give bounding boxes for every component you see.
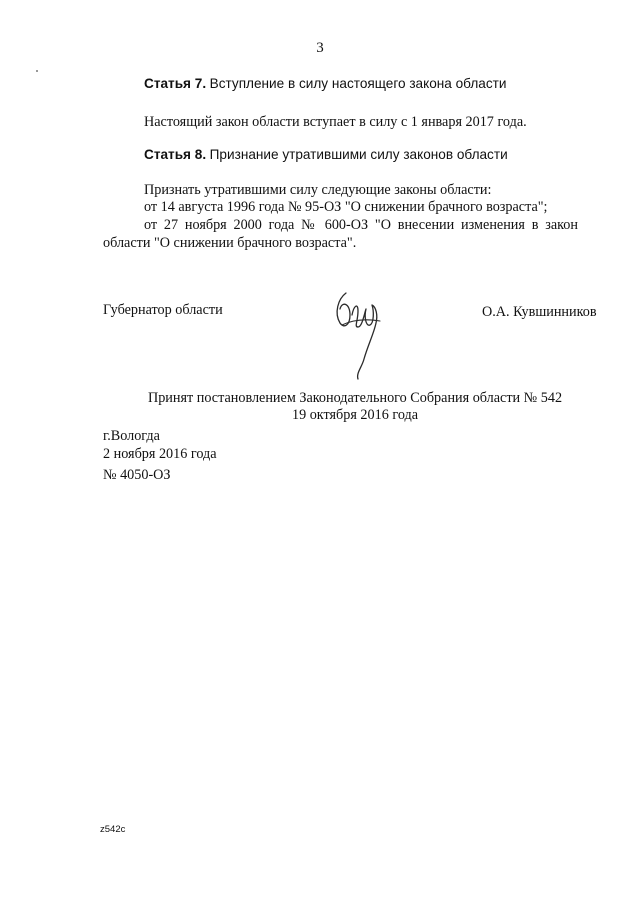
governor-name: О.А. Кувшинников [482,304,597,320]
law-number: № 4050-ОЗ [103,467,171,483]
city: г.Вологда [103,428,160,444]
signing-date: 2 ноября 2016 года [103,446,217,462]
page-number: 3 [316,40,324,56]
article-7-heading [144,75,506,93]
margin-mark [36,70,38,72]
governor-title: Губернатор области [103,302,223,318]
article-7-title: Вступление в силу настоящего закона области [209,76,507,91]
adoption-line-1: Принят постановлением Законодательного Собрания области № 542 [147,390,563,406]
article-7-text: Настоящий закон области вступает в силу с 1 января 2017 года. [144,114,527,130]
adoption-line-2: 19 октября 2016 года [291,407,419,423]
article-8-title: Признание утратившими силу законов области [209,147,508,162]
article-8-item-2-line-2: области "О снижении брачного возраста". [103,235,357,251]
article-8-heading [144,146,508,164]
article-7-label: Статья 7. [144,76,207,91]
article-8-item-2-line-1: от 27 ноября 2000 года № 600-ОЗ "О внесении изменения в закон [144,217,578,233]
signature-image [328,285,390,385]
footer-code: z542c [100,824,126,835]
article-8-item-1: от 14 августа 1996 года № 95-ОЗ "О снижении брачного возраста"; [144,199,548,215]
article-8-intro: Признать утратившими силу следующие законы области: [144,182,492,198]
article-8-label: Статья 8. [144,147,207,162]
